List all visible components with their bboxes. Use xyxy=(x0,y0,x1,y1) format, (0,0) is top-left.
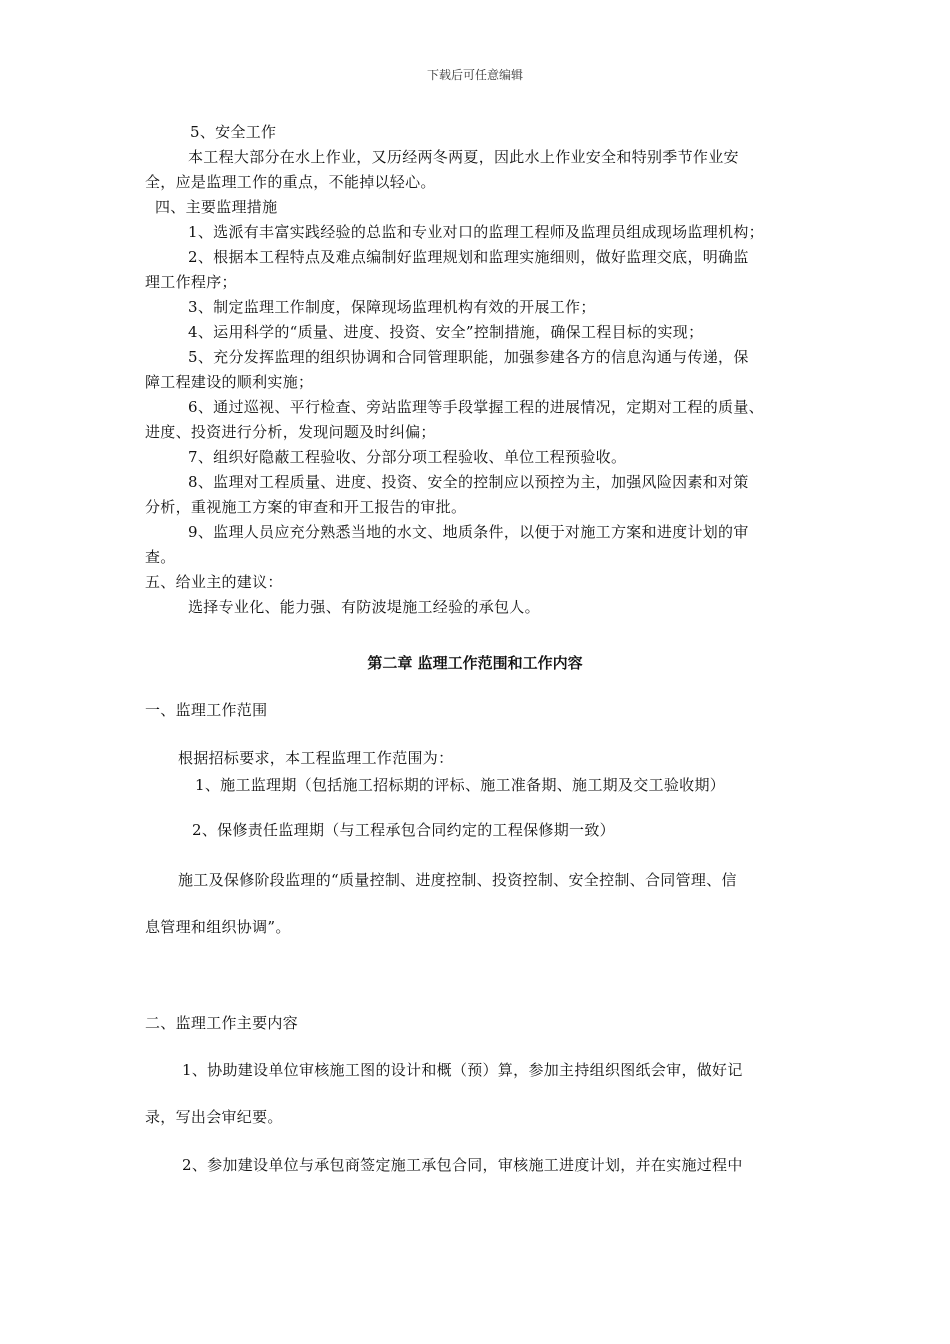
text-line: 8、监理对工程质量、进度、投资、安全的控制应以预控为主，加强风险因素和对策 xyxy=(188,473,749,491)
text-line: 7、组织好隐蔽工程验收、分部分项工程验收、单位工程预验收。 xyxy=(188,448,627,466)
text-line: 理工作程序； xyxy=(145,273,237,291)
text-line: 4、运用科学的“质量、进度、投资、安全”控制措施，确保工程目标的实现； xyxy=(188,323,704,341)
text-line: 施工及保修阶段监理的“质量控制、进度控制、投资控制、安全控制、合同管理、信 xyxy=(178,871,737,889)
text-line: 本工程大部分在水上作业，又历经两冬两夏，因此水上作业安全和特别季节作业安 xyxy=(188,148,739,166)
text-line: 分析，重视施工方案的审查和开工报告的审批。 xyxy=(145,498,467,516)
page-header: 下载后可任意编辑 xyxy=(426,68,523,82)
text-line: 1、施工监理期（包括施工招标期的评标、施工准备期、施工期及交工验收期） xyxy=(195,776,726,794)
section-heading: 四、主要监理措施 xyxy=(155,198,278,216)
text-line: 9、监理人员应充分熟悉当地的水文、地质条件，以便于对施工方案和进度计划的审 xyxy=(188,523,749,541)
text-line: 息管理和组织协调”。 xyxy=(145,918,291,936)
text-line: 2、根据本工程特点及难点编制好监理规划和监理实施细则，做好监理交底，明确监 xyxy=(188,248,749,266)
text-line: 1、选派有丰富实践经验的总监和专业对口的监理工程师及监理员组成现场监理机构； xyxy=(188,223,764,241)
text-line: 录，写出会审纪要。 xyxy=(145,1108,283,1126)
text-line: 全，应是监理工作的重点，不能掉以轻心。 xyxy=(145,173,436,191)
text-line: 3、制定监理工作制度，保障现场监理机构有效的开展工作； xyxy=(188,298,596,316)
text-line: 进度、投资进行分析，发现问题及时纠偏； xyxy=(145,423,436,441)
text-line: 根据招标要求，本工程监理工作范围为： xyxy=(178,749,454,767)
text-line: 2、保修责任监理期（与工程承包合同约定的工程保修期一致） xyxy=(192,821,615,839)
text-line: 障工程建设的顺利实施； xyxy=(145,373,314,391)
text-line: 6、通过巡视、平行检查、旁站监理等手段掌握工程的进展情况，定期对工程的质量、 xyxy=(188,398,764,416)
text-line: 5、充分发挥监理的组织协调和合同管理职能，加强参建各方的信息沟通与传递，保 xyxy=(188,348,749,366)
text-line: 2、参加建设单位与承包商签定施工承包合同，审核施工进度计划，并在实施过程中 xyxy=(182,1156,743,1174)
chapter-title: 第二章 监理工作范围和工作内容 xyxy=(367,654,583,672)
section-heading: 五、给业主的建议： xyxy=(145,573,283,591)
section-heading: 二、监理工作主要内容 xyxy=(145,1014,299,1032)
text-line: 1、协助建设单位审核施工图的设计和概（预）算，参加主持组织图纸会审，做好记 xyxy=(182,1061,743,1079)
text-line: 选择专业化、能力强、有防波堤施工经验的承包人。 xyxy=(188,598,540,616)
text-line: 查。 xyxy=(145,548,176,566)
text-line: 5、安全工作 xyxy=(190,123,277,141)
section-heading: 一、监理工作范围 xyxy=(145,701,268,719)
